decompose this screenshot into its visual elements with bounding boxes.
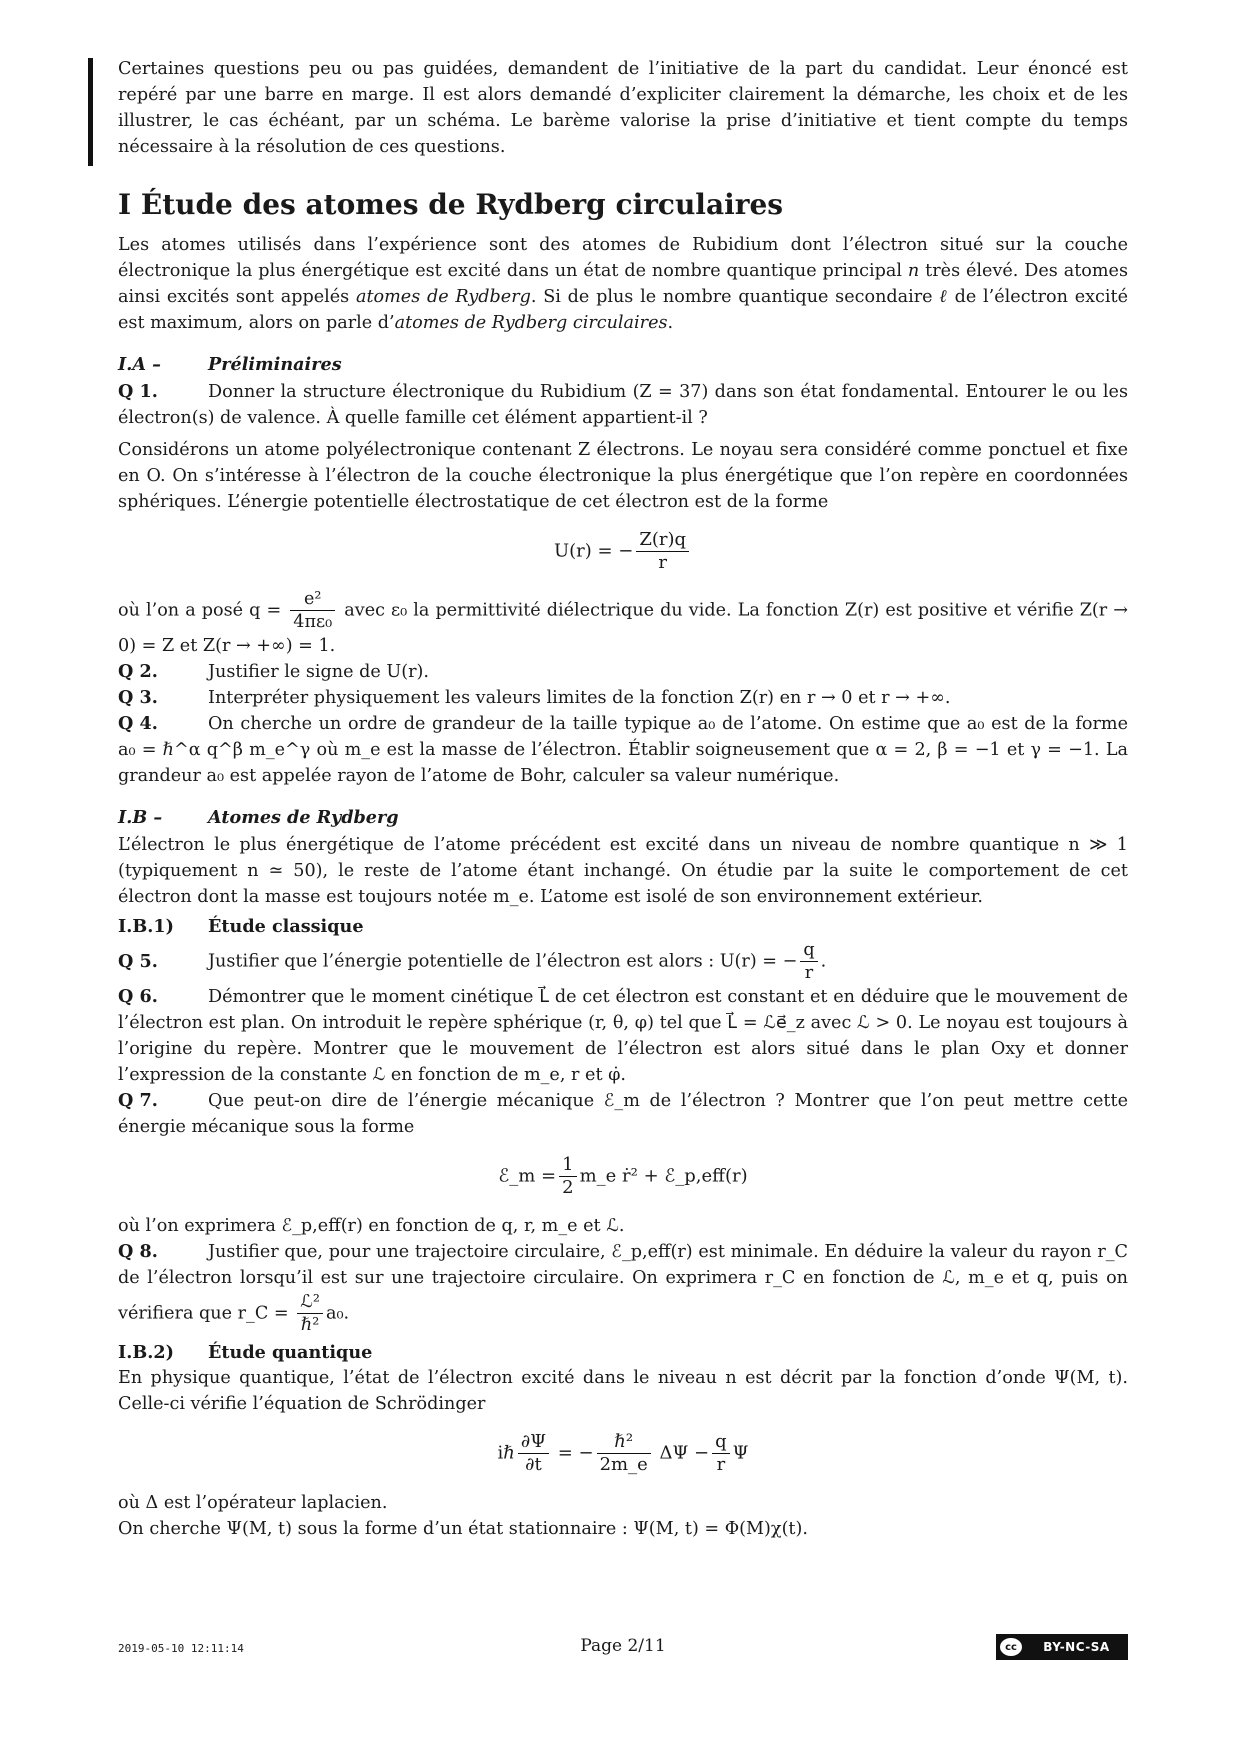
paragraph-laplacian: où Δ est l’opérateur laplacien. [118, 1493, 388, 1513]
question-5: Q 5. Justifier que l’énergie potentielle de l’électron est alors : U(r) = − $\frac{q}{r}$ . [118, 940, 827, 983]
question-1: Q 1. Donner la structure électronique du Rubidium (Z = 37) dans son état fondamental. Entourer le ou les électron(s) de valence. À quelle famille cet élément appartient-il ? [118, 381, 1128, 428]
subsection-IB-heading: I.B – Atomes de Rydberg [118, 807, 399, 828]
footer-page-number: Page 2/11 [580, 1636, 666, 1656]
page-content [118, 56, 1128, 1542]
paragraph-considerons: Considérons un atome polyélectronique contenant Z électrons. Le noyau sera considéré comme ponctuel et fixe en O. On s’intéresse à l’électron de la couche électronique la plus énergétique que l’on repère en coordonnées sphériques. L’énergie potentielle électrostatique de cet électron est de la forme [118, 440, 1128, 512]
question-8: Q 8. Justifier que, pour une trajectoire circulaire, ℰ_p,eff(r) est minimale. En déduire la valeur du rayon r_C de l’électron lorsqu’il est sur une trajectoire circulaire. On exprimera r_C en fonction de ℒ, m_e et q, puis on vérifiera que r_C = $\frac{\text{ℒ²}}{\text{ℏ²}}$ a₀. [118, 1241, 1128, 1335]
paragraph-quantum: En physique quantique, l’état de l’électron excité dans le niveau n est décrit par la fonction d’onde Ψ(M, t). Celle-ci vérifie l’équation de Schrödinger [118, 1368, 1128, 1414]
creative-commons-icon: cc [1000, 1638, 1022, 1656]
question-2: Q 2. Justifier le signe de U(r). [118, 661, 429, 682]
question-7: Q 7. Que peut-on dire de l’énergie mécanique ℰ_m de l’électron ? Montrer que l’on peut mettre cette énergie mécanique sous la forme [118, 1090, 1128, 1137]
paragraph-definition-q: où l’on a posé q = $\frac{\text{e²}}{\text{4πε₀}}$ avec ε₀ la permittivité diélectrique du vide. La fonction Z(r) est positive et vérifie Z(r → 0) = Z et Z(r → +∞) = 1. [118, 589, 1129, 656]
question-6: Q 6. Démontrer que le moment cinétique L⃗ de cet électron est constant et en déduire que le mouvement de l’électron est plan. On introduit le repère sphérique (r, θ, φ) tel que L⃗ = ℒe⃗_z avec ℒ > 0. Le noyau est toujours à l’origine du repère. Montrer que le mouvement de l’électron est alors situé dans le plan Oxy et donner l’expression de la constante ℒ en fonction de m_e, r et φ̇. [118, 986, 1128, 1085]
question-4: Q 4. On cherche un ordre de grandeur de la taille typique a₀ de l’atome. On estime que a₀ est de la forme a₀ = ℏ^α q^β m_e^γ où m_e est la masse de l’électron. Établir soigneusement que α = 2, β = −1 et γ = −1. La grandeur a₀ est appelée rayon de l’atome de Bohr, calculer sa valeur numérique. [118, 713, 1128, 786]
equation-mechanical-energy: ℰ_m = $\frac{1}{2}$ m_e ṙ² + ℰ_p,eff(r) [498, 1154, 748, 1198]
equation-schrodinger: iℏ $\frac{\partial\Psi}{\partial t}$ = − $\frac{\text{ℏ²}}{2m\_e}$ ΔΨ − $\frac{q}{r}$ Ψ [497, 1431, 749, 1475]
footer-timestamp: 2019-05-10 12:11:14 [118, 1642, 244, 1655]
subsection-IB2-heading: I.B.2) Étude quantique [118, 1342, 373, 1363]
section-paragraph: Les atomes utilisés dans l’expérience sont des atomes de Rubidium dont l’électron situé sur la couche électronique la plus énergétique est excité dans un état de nombre quantique principal n très élevé. Des atomes ainsi excités sont appelés atomes de Rydberg. Si de plus le nombre quantique secondaire ℓ de l’électron excité est maximum, alors on parle d’atomes de Rydberg circulaires. [118, 235, 1129, 333]
question-3: Q 3. Interpréter physiquement les valeurs limites de la fonction Z(r) en r → 0 et r → +∞. [118, 687, 951, 708]
initiative-margin-bar [88, 58, 93, 166]
equation-potential: U(r) = − $\frac{Z(r)q}{r}$ [118, 529, 1128, 574]
paragraph-stationary: On cherche Ψ(M, t) sous la forme d’un état stationnaire : Ψ(M, t) = Φ(M)χ(t). [118, 1519, 808, 1539]
subsection-IB1-heading: I.B.1) Étude classique [118, 916, 364, 937]
page-footer [118, 1634, 1128, 1662]
subsection-IA-heading: I.A – Préliminaires [118, 354, 342, 375]
paragraph-IB: L’électron le plus énergétique de l’atome précédent est excité dans un niveau de nombre quantique n ≫ 1 (typiquement n ≃ 50), le reste de l’atome étant inchangé. On étudie par la suite le comportement de cet électron dont la masse est toujours notée m_e. L’atome est isolé de son environnement extérieur. [118, 835, 1128, 907]
paragraph-energy-expression: où l’on exprimera ℰ_p,eff(r) en fonction de q, r, m_e et ℒ. [118, 1216, 625, 1236]
license-badge: cc BY-NC-SA [996, 1634, 1128, 1660]
intro-paragraph: Certaines questions peu ou pas guidées, demandent de l’initiative de la part du candidat. Leur énoncé est repéré par une barre en marge. Il est alors demandé d’expliciter clairement la démarche, les choix et de les illustrer, le cas échéant, par un schéma. Le barème valorise la prise d’initiative et tient compte du temps nécessaire à la résolution de ces questions. [118, 59, 1128, 157]
section-title: I Étude des atomes de Rydberg circulaires [118, 188, 784, 221]
